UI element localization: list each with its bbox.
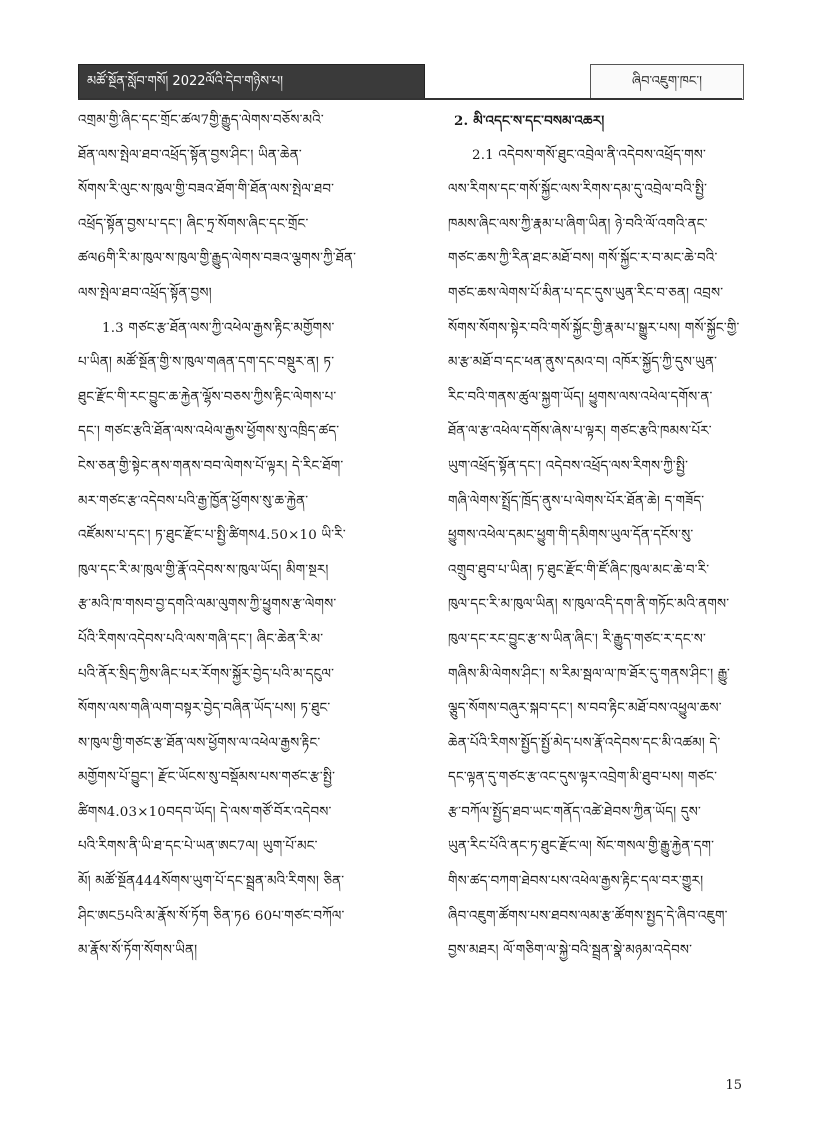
left-text-line: ཤིང་ཨང5པའི་མ་རྣོས་སོ་ཏོག ཅིན་ཏ6 60པ་གཙང་བཀོལ་ [78,908,345,924]
right-text-line: ཁུལ་དང་རི་མ་ཁུལ་ཡིན། ས་ཁུལ་འདི་དག་ནི་གཏོང་མའི་ནགས་ [448,597,730,613]
left-text-line: མགྱོགས་པོ་བྱུང་། རྫོང་ཡོངས་སུ་བསྡོམས་པས་གཙང་རྩ་སྤྱི་ [78,770,336,786]
header-rule [78,98,742,100]
right-text-line: ལྕུད་སོགས་བཞུར་སྐབ་དང་། ས་བབ་རྟིང་མཐོ་བས་འཕྱུལ་ཆས་ [448,701,722,717]
left-column [78,104,410,969]
left-text-line: སོགས་ལས་གཞི་ལག་བསྟར་བྱེད་བཞིན་ཡོད་པས། ཏ་ཐུང་ [78,701,331,717]
left-text-line: སོགས་རི་ལུང་ས་ཁུལ་གྱི་བཟའ་ཐོག་གི་ཐོན་ལས་སྤེལ་ཐབ་ [78,182,335,198]
right-text-line: ཆེན་པོའི་རིགས་སྤྱོད་སྤྱོ་མེད་པས་རྣོ་འདེབས་དང་མི་འཚམ། དེ་ [448,735,721,751]
right-text-line: དང་ལྟན་དུ་གཙང་རྩ་འང་དུས་ལྟར་འབྲེག་མི་ཐུབ་པས། གཙང་ [448,770,718,786]
left-text-line: པའི་ནོར་སྲིད་ཀྱིས་ཞིང་པར་རོགས་སྐྱོར་བྱེད་པའི་མ་དངུལ་ [78,666,335,682]
header-right-title-box [590,64,744,100]
left-text-line: རྩ་མའི་ཁ་གསབ་བྱ་དགའི་ལམ་ལུགས་ཀྱི་ཕྱུགས་རྩ་ལེགས་ [78,597,337,613]
right-text-line: ཁམས་ཞིང་ལས་ཀྱི་རྣམ་པ་ཞིག་ཡིན། ཉེ་བའི་ལོ་འགའི་ནང་ [448,216,708,232]
header-left-title-box [78,64,425,100]
left-text-line: འགྲམ་གྱི་ཞིང་དང་གྲོང་ཚལ7གྱི་རྒྱུད་ལེགས་བཅོས་མའི་ [78,113,324,128]
right-text-line: ཡུན་རིང་པོའི་ནང་ཏ་ཐུང་རྫོང་ལ། སོང་གསལ་གྱི་རྒྱུ་རྐྱེན་དག་ [448,839,715,855]
right-text-line: མ་རྩ་མཐོ་བ་དང་ཕན་ནུས་དམའ་བ། འཁོར་སྐྱོད་ཀྱི་དུས་ཡུན་ [448,355,718,371]
right-text-line: ལས་རིགས་དང་གསོ་སྐྱོང་ལས་རིགས་དམ་དུ་འབྲེལ་བའི་སྤྱི་ [448,182,708,198]
right-text-line: གཞི་ལེགས་སྤྲོད་ཁྲོད་ནུས་པ་ལེགས་པོར་ཐོན་ཆེ། ད་གཟོད་ [448,493,705,509]
right-text-line: འགྲུབ་ཐུབ་པ་ཡིན། ཏ་ཐུང་རྫོང་གི་ཛོ་ཞིང་ཁུལ་མང་ཆེ་བ་རི་ [448,562,710,578]
right-text-line: ཐོན་ལ་རྩ་འཕེལ་དགོས་ཞེས་པ་ལྟར། གཙང་རྩའི་ཁམས་པོར་ [448,424,712,440]
left-text-line: ས་ཁུལ་གྱི་གཙང་རྩ་ཐོན་ལས་ཕྱོགས་ལ་འཕེལ་རྒྱས་རྟིང་ [78,735,321,751]
left-text-line: པའི་རིགས་ནི་ཡི་ཐ་དང་པེ་ཡན་ཨང7ལ། ཡུག་པོ་མང་ [78,839,318,855]
right-text-line: གིས་ཚད་བཀག་ཐེབས་པས་འཕེལ་རྒྱས་རྟིང་དལ་བར་གྱུར། [448,874,704,890]
right-text-line: གཙང་ཆས་ཀྱི་རིན་ཐང་མཐོ་བས། གསོ་སྐྱོང་ར་བ་མང་ཆེ་བའི་ [448,251,718,267]
right-text-line: བྱས་མཐར། ལོ་གཅིག་ལ་སྐྱེ་བའི་སྦྲན་སྣེ་མཉམ་འདེབས་ [448,943,693,959]
left-text-line: ཁུལ་དང་རི་མ་ཁུལ་གྱི་རྣོ་འདེབས་ས་ཁུལ་ཡོད། མིག་སྔར། [78,562,329,578]
section-heading: 2. མི་འདང་ས་དང་བསམ་འཆར། [454,113,605,129]
left-text-line: དང་། གཙང་རྩའི་ཐོན་ལས་འཕེལ་རྒྱས་ཕྱོགས་སུ་འཁྲིད་ཚད་ [78,424,340,440]
right-text-line: གཙང་ཆས་ལེགས་པོ་མིན་པ་དང་དུས་ཡུན་རིང་བ་ཅན། འབྲས་ [448,285,724,301]
right-text-line: སོགས་སོགས་སྟེར་བའི་གསོ་སྐྱོང་གྱི་རྣམ་པ་སྒྱུར་པས། གསོ་སྐྱོང་གྱི་ [448,320,740,336]
left-text-line: མོ། མཚོ་སྔོན444སོགས་ཡུག་པོ་དང་སྦྲན་མའི་རིགས། ཅིན་ [78,874,345,890]
page-number: 15 [725,1078,742,1093]
right-text-line: ཕྱུགས་འཕེལ་དམང་ཕྱུག་གི་དམིགས་ཡུལ་དོན་དངོས་སུ་ [448,528,694,544]
header-right-title: ཞིབ་འཇུག་ཁང་། [632,74,702,89]
left-text-line: པ་ཡིན། མཚོ་སྔོན་གྱི་ས་ཁུལ་གཞན་དག་དང་བསྡུར་ན། ཏ་ [78,355,335,371]
left-text-line: འཛོམས་པ་དང་། ཏ་ཐུང་རྫོང་པ་སྤྱི་ཚིགས4.50×10 ཡི་རི་ [78,528,346,544]
left-text-line: འཕྲོད་སྟོན་བྱས་པ་དང་། ཞིང་ཏྲ་སོགས་ཞིང་དང་གྲོང་ [78,216,309,232]
right-text-line: ཡུག་འཕྲོད་སྟོན་དང་། འདེབས་འཕྲོད་ལས་རིགས་ཀྱི་སྤྱི་ [448,458,689,474]
right-text-line: 2.1 འདེབས་གསོ་ཐུང་འབྲེལ་ནི་འདེབས་འཕྲོད་གས་ [472,147,706,163]
left-text-line: མར་གཙང་རྩ་འདེབས་པའི་རྒྱ་ཁྱོན་ཕྱོགས་སུ་ཆ་རྐྱེན་ [78,493,309,509]
right-column-body [448,139,742,969]
left-text-line: ཚིགས4.03×10བདབ་ཡོད། དེ་ལས་གཙོ་བོར་འདེབས་ [78,804,332,820]
left-text-line: 1.3 གཙང་རྩ་ཐོན་ལས་ཀྱི་འཕེལ་རྒྱས་རྟིང་མགྱོགས་ [102,320,335,336]
header-left-title: མཚོ་སྔོན་སློབ་གསོ། 2022ལོའི་དེབ་གཉིས་པ། [87,74,284,89]
left-text-line: ཐོན་ལས་སྤེལ་ཐབ་འཕྲོད་སྟོན་བྱས་ཤིང་། ཡིན་ཆེན་ [78,147,302,163]
right-text-line: ཞིབ་འཇུག་ཚོགས་པས་ཐབས་ལམ་རྩ་ཚོགས་སྤྱད་དེ་ཞིབ་འཇུག་ [448,908,728,924]
left-text-line: པོའི་རིགས་འདེབས་པའི་ལས་གཞི་དང་། ཞིང་ཆེན་རི་མ་ [78,631,324,647]
right-text-line: གཞིས་མི་ལེགས་ཤིང་། ས་རིམ་སྦལ་ལ་ཁ་ཐོར་དུ་གནས་ཤིང་། རྒྱུ་ [448,666,730,682]
right-text-line: རིང་བའི་གནས་ཚུལ་སྐྱག་ཡོད། ཕྱུགས་ལས་འཕེལ་དགོས་ན་ [448,389,713,405]
right-text-line: རྩ་བཀོལ་སྤྱོད་ཐབ་ཡང་གནོད་འཚེ་ཐེབས་ཀྱིན་ཡོད། དུས་ [448,804,701,820]
right-text-line: ཁུལ་དང་རང་བྱུང་རྩ་ས་ཡིན་ཞིང་། རི་རྒྱུད་གཙང་ར་དང་ས་ [448,631,707,647]
left-text-line: ཐུང་རྫོང་གི་རང་བྱུང་ཆ་རྐྱེན་ལྷོས་བཅས་ཀྱིས་རྟིང་ལེགས་པ་ [78,389,337,405]
left-text-line: ངེས་ཅན་གྱི་སྟེང་ནས་གནས་བབ་ལེགས་པོ་ལྟར། དེ་རིང་ཐོག་ [78,458,344,474]
left-text-line: མ་རྣོས་སོ་ཏོག་སོགས་ཡིན། [78,943,198,959]
right-column [448,104,742,969]
left-text-line: ལས་སྤེལ་ཐབ་འཕྲོད་སྟོན་བྱས། [78,285,212,301]
left-text-line: ཚལ6གི་རི་མ་ཁུལ་ས་ཁུལ་གྱི་རྒྱུད་ལེགས་བཟའ་ལྕགས་ཀྱི་ཐོན་ [78,251,357,267]
